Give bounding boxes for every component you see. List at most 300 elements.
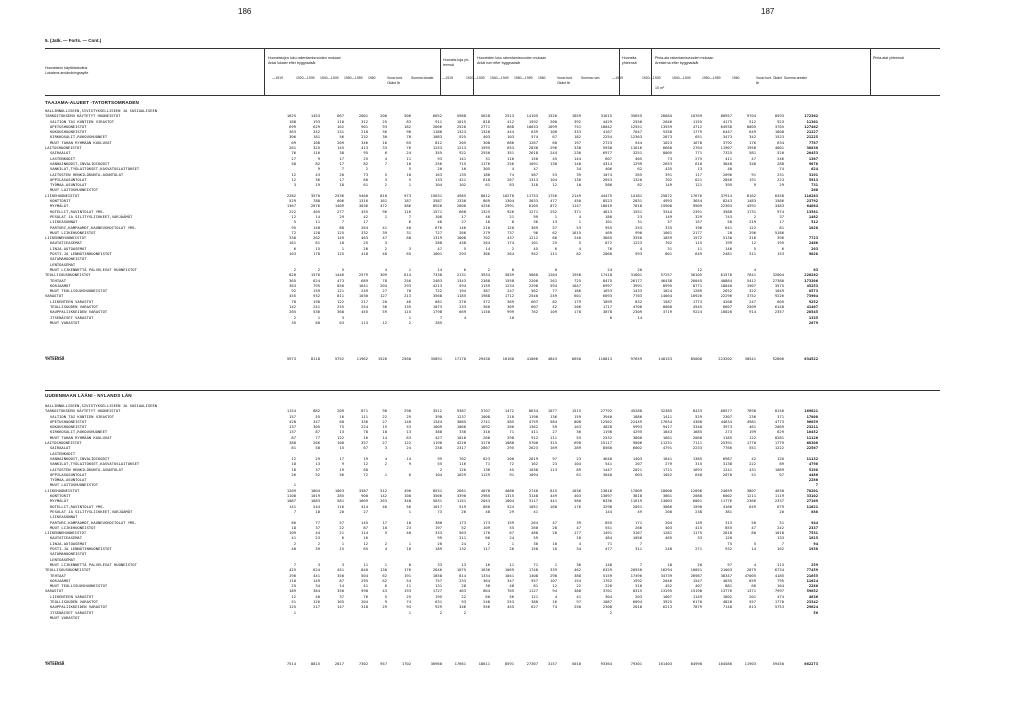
- table-cell: 1808: [774, 129, 784, 135]
- table-cell: 176: [483, 530, 490, 536]
- table-cell: 1491: [602, 530, 612, 536]
- table-cell: 16: [363, 434, 368, 440]
- table-cell: 100: [550, 129, 557, 135]
- table-cell: 122: [749, 224, 756, 230]
- table-cell: 2723: [602, 139, 612, 145]
- table-cell: 64930: [720, 123, 732, 129]
- table-cell: 1320: [632, 176, 642, 182]
- table-cell: 252: [550, 208, 557, 214]
- table-cell: 133: [777, 535, 784, 541]
- table-cell: 7787: [808, 139, 818, 145]
- table-cell: 33: [697, 535, 702, 541]
- table-cell: 11361: [806, 118, 818, 124]
- table-cell: 174: [507, 240, 514, 246]
- table-cell: 406: [605, 166, 612, 172]
- table-cell: 298: [550, 572, 557, 578]
- table-cell: 3: [317, 561, 320, 567]
- table-cell: 15: [315, 245, 320, 251]
- table-cell: 1721: [662, 466, 672, 472]
- table-cell: 12: [552, 583, 557, 589]
- table-cell: 173: [459, 519, 466, 525]
- row-label: SATAMAHUONEISTOT: [50, 551, 87, 557]
- table-cell: 200: [507, 455, 514, 461]
- table-cell: 1052: [662, 471, 672, 477]
- column-header: —1919: [442, 76, 453, 80]
- table-cell: 325: [313, 145, 320, 151]
- section-2-total-values: [272, 661, 818, 666]
- total-cell: 17170: [454, 356, 466, 361]
- table-cell: 115: [695, 240, 702, 246]
- table-cell: 195: [777, 240, 784, 246]
- table-cell: 14: [485, 245, 490, 251]
- table-cell: 266: [635, 524, 642, 530]
- total-cell: 7514: [286, 661, 296, 666]
- table-cell: 141: [459, 155, 466, 161]
- table-cell: 154: [574, 577, 581, 583]
- group1-sv: Antal lokaler efter byggnadsår: [268, 61, 316, 65]
- table-cell: 111: [361, 413, 368, 419]
- table-cell: 1886: [632, 413, 642, 419]
- table-cell: 27: [382, 418, 387, 424]
- table-cell: 4486: [808, 471, 818, 477]
- table-cell: 56: [339, 471, 344, 477]
- table-cell: 1367: [808, 155, 818, 161]
- table-cell: 5130: [722, 235, 732, 241]
- table-cell: 7: [408, 213, 411, 219]
- table-cell: 6148: [774, 303, 784, 309]
- table-cell: 145: [337, 145, 344, 151]
- table-cell: 3934: [480, 272, 490, 278]
- table-cell: 117: [483, 546, 490, 552]
- table-cell: 37: [315, 524, 320, 530]
- table-cell: 2740: [528, 487, 538, 493]
- table-cell: 722: [435, 288, 442, 294]
- table-cell: 104: [435, 471, 442, 477]
- table-cell: 27: [382, 440, 387, 446]
- table-cell: 1: [554, 561, 557, 567]
- table-cell: 9417: [662, 424, 672, 430]
- table-cell: 1: [293, 609, 296, 615]
- table-cell: 55: [576, 434, 581, 440]
- table-cell: 22: [576, 583, 581, 589]
- table-cell: 860: [483, 503, 490, 509]
- table-cell: 29: [339, 213, 344, 219]
- table-cell: 1770: [774, 598, 784, 604]
- table-cell: 150: [531, 155, 538, 161]
- table-cell: 5358: [662, 129, 672, 135]
- table-cell: 1523: [774, 134, 784, 140]
- table-cell: 248: [483, 598, 490, 604]
- total-cell: 7302: [358, 661, 368, 666]
- table-cell: 200: [550, 118, 557, 124]
- table-cell: 31615: [600, 113, 612, 119]
- table-cell: 686: [507, 139, 514, 145]
- table-cell: 67: [363, 445, 368, 451]
- table-cell: 2388: [480, 277, 490, 283]
- table-cell: 116: [313, 150, 320, 156]
- table-cell: 127462: [804, 123, 818, 129]
- table-cell: 51: [291, 598, 296, 604]
- table-cell: 2: [293, 314, 296, 320]
- table-cell: 1016: [456, 434, 466, 440]
- table-cell: 380: [435, 519, 442, 525]
- table-cell: 149: [313, 577, 320, 583]
- table-cell: 1592: [632, 577, 642, 583]
- table-cell: [296, 615, 320, 620]
- table-cell: 148: [313, 224, 320, 230]
- table-cell: 53: [576, 224, 581, 230]
- table-cell: 601: [574, 293, 581, 299]
- row-label: MUUT VARASTOT: [50, 319, 80, 325]
- table-cell: 2079: [808, 319, 818, 325]
- table-cell: 610: [695, 160, 702, 166]
- table-cell: 1051: [528, 503, 538, 509]
- table-cell: 2: [293, 266, 296, 272]
- table-cell: 1343: [456, 277, 466, 283]
- table-cell: 253: [507, 598, 514, 604]
- table-cell: 2254: [602, 134, 612, 140]
- table-cell: 52: [461, 524, 466, 530]
- table-cell: 1023: [662, 139, 672, 145]
- table-cell: 17676: [690, 192, 702, 198]
- table-cell: 1938: [808, 546, 818, 552]
- table-cell: 102: [459, 182, 466, 188]
- table-cell: 54: [406, 577, 411, 583]
- table-cell: 13: [406, 429, 411, 435]
- table-cell: 11616: [630, 145, 642, 151]
- table-cell: 1344: [432, 418, 442, 424]
- row-label-sv: Lokalens användningssyfte: [45, 71, 89, 75]
- table-cell: 649: [749, 503, 756, 509]
- table-cell: 2060: [602, 251, 612, 257]
- table-cell: 17: [339, 455, 344, 461]
- section-title-1: TAAJAMA-ALUEET -TATORTSOMRADEN: [45, 100, 139, 105]
- column-header: 1950—1959: [514, 76, 533, 80]
- table-cell: 203: [811, 245, 818, 251]
- table-cell: 15631: [430, 192, 442, 198]
- table-cell: 1008: [456, 235, 466, 241]
- table-cell: 1641: [662, 455, 672, 461]
- table-cell: 29: [315, 455, 320, 461]
- table-cell: 40: [406, 224, 411, 230]
- table-cell: 1: [384, 213, 387, 219]
- table-cell: 6997: [602, 282, 612, 288]
- table-cell: 51: [751, 471, 756, 477]
- table-cell: 77459: [806, 567, 818, 573]
- table-cell: 629: [313, 123, 320, 129]
- table-cell: 198: [313, 298, 320, 304]
- table-cell: 5: [384, 530, 387, 536]
- total-cell: 52806: [772, 356, 784, 361]
- table-cell: 21655: [806, 572, 818, 578]
- table-cell: 607: [531, 303, 538, 309]
- table-cell: 16: [485, 561, 490, 567]
- row-label: TEOLLISUUSHUONEISTOT: [45, 567, 91, 573]
- table-cell: 11907: [720, 145, 732, 151]
- table-cell: 3588: [722, 208, 732, 214]
- table-cell: 556: [483, 604, 490, 610]
- table-cell: 6: [293, 245, 296, 251]
- table-cell: 11624: [806, 577, 818, 583]
- total-cell: 27307: [526, 661, 538, 666]
- table-cell: [514, 615, 538, 620]
- table-cell: 265: [289, 309, 296, 315]
- table-cell: 5: [408, 166, 411, 172]
- table-cell: 624: [313, 277, 320, 283]
- table-cell: 74: [552, 604, 557, 610]
- table-cell: 3925: [662, 598, 672, 604]
- table-cell: 27: [552, 429, 557, 435]
- total-cell: 662273: [804, 661, 818, 666]
- table-cell: 6: [609, 314, 612, 320]
- table-cell: 104: [550, 176, 557, 182]
- table-cell: 13: [461, 561, 466, 567]
- table-cell: 144: [574, 155, 581, 161]
- table-cell: 87: [339, 577, 344, 583]
- table-cell: 425: [289, 567, 296, 573]
- table-cell: 1069: [504, 567, 514, 573]
- table-cell: 8315: [632, 588, 642, 594]
- table-cell: 3991: [632, 282, 642, 288]
- table-cell: 2509: [746, 303, 756, 309]
- table-cell: 298: [404, 408, 411, 414]
- table-cell: 1204: [547, 272, 557, 278]
- table-cell: 41: [576, 593, 581, 599]
- table-cell: 56: [339, 134, 344, 140]
- table-cell: 12: [291, 171, 296, 177]
- row-label: LINJA-AUTOASEMAT: [50, 245, 87, 251]
- table-cell: 130: [380, 567, 387, 573]
- table-cell: 20: [437, 166, 442, 172]
- table-cell: 40: [485, 213, 490, 219]
- table-cell: 59852: [806, 588, 818, 594]
- table-cell: 75: [727, 540, 732, 546]
- table-cell: 95: [363, 150, 368, 156]
- table-cell: 10270: [502, 192, 514, 198]
- table-cell: 61576: [720, 272, 732, 278]
- table-cell: 388: [574, 572, 581, 578]
- table-cell: 13003: [660, 498, 672, 504]
- table-cell: 1: [408, 540, 411, 546]
- row-label: KOKOUSHUONEISTOT: [50, 129, 87, 135]
- table-cell: 1762: [602, 577, 612, 583]
- table-cell: 10452: [806, 429, 818, 435]
- table-cell: 2879: [746, 567, 756, 573]
- column-header: 1920—1939: [466, 76, 485, 80]
- row-label: ITSENÄISET VARASTOT: [50, 609, 94, 615]
- table-cell: 24: [509, 535, 514, 541]
- table-cell: 61: [363, 182, 368, 188]
- table-cell: 1: [341, 540, 344, 546]
- table-cell: 1119: [774, 493, 784, 499]
- table-cell: 4213: [432, 282, 442, 288]
- total-cell: 8591: [504, 661, 514, 666]
- table-cell: 1779: [692, 129, 702, 135]
- table-cell: 2556: [480, 150, 490, 156]
- table-reference: 5. (Jatk. — Forts. — Cont.): [45, 38, 102, 43]
- table-cell: 236: [749, 413, 756, 419]
- table-cell: 3085: [456, 418, 466, 424]
- table-cell: 7723: [808, 235, 818, 241]
- table-cell: 7: [815, 482, 818, 488]
- table-cell: 1447: [602, 466, 612, 472]
- table-cell: 1558: [504, 277, 514, 283]
- table-cell: 1036: [571, 487, 581, 493]
- table-cell: 15: [339, 546, 344, 552]
- table-cell: 9: [317, 166, 320, 172]
- row-label: SAIRAALAT: [50, 150, 71, 156]
- total-cell: 6650: [571, 356, 581, 361]
- total-cell: 30541: [744, 356, 756, 361]
- table-cell: 187: [404, 198, 411, 204]
- table-cell: 264: [361, 224, 368, 230]
- table-cell: 176: [574, 503, 581, 509]
- table-cell: 8281: [774, 434, 784, 440]
- table-cell: 2653: [602, 176, 612, 182]
- table-cell: 97: [576, 598, 581, 604]
- table-cell: 59: [382, 309, 387, 315]
- group1-fi: Huoneistojen luku rakentamisvuoden mukaan: [268, 56, 341, 60]
- table-cell: 2018: [632, 604, 642, 610]
- table-cell: 8162: [746, 192, 756, 198]
- table-cell: [756, 615, 784, 620]
- row-label: TEHTAAT: [50, 277, 67, 283]
- row-label: LIIKENTEEN VARASTOT: [50, 593, 94, 599]
- table-cell: 411: [531, 429, 538, 435]
- table-cell: 60: [315, 319, 320, 325]
- column-header: 1950—1959: [702, 76, 721, 80]
- table-cell: 42: [552, 303, 557, 309]
- table-cell: 26: [291, 471, 296, 477]
- table-cell: 1770: [746, 440, 756, 446]
- table-cell: 4712: [692, 123, 702, 129]
- table-cell: 1061: [662, 229, 672, 235]
- table-cell: 5: [293, 219, 296, 225]
- table-cell: 6094: [632, 598, 642, 604]
- table-cell: 912: [531, 434, 538, 440]
- table-cell: 295: [361, 577, 368, 583]
- table-cell: 295: [507, 445, 514, 451]
- row-label: HOTELLIT,RAVINTOLAT YMS.: [50, 208, 105, 214]
- table-cell: 8336: [602, 498, 612, 504]
- row-label: KAUTATIEASEMAT: [50, 535, 83, 541]
- table-cell: 584: [550, 418, 557, 424]
- table-cell: [672, 615, 702, 620]
- table-cell: 8005: [746, 123, 756, 129]
- table-cell: 17: [339, 176, 344, 182]
- table-cell: 50: [813, 609, 818, 615]
- table-cell: 452: [665, 583, 672, 589]
- table-cell: 108: [404, 493, 411, 499]
- column-header: 1940—1949: [320, 76, 339, 80]
- table-cell: 900: [361, 493, 368, 499]
- row-label: LIIKENNEHUONEISTOT: [45, 235, 87, 241]
- table-cell: 13559: [660, 123, 672, 129]
- group5-fi: Pinta-ala rakentamisvuoden mukaan: [655, 56, 714, 60]
- column-header: Vuosi tunt. Okänt år: [557, 76, 573, 85]
- table-row: [272, 320, 818, 325]
- table-cell: 2298: [528, 282, 538, 288]
- table-cell: 196: [695, 224, 702, 230]
- row-label: LAITOSHUONEISTOT: [45, 145, 82, 151]
- table-cell: [514, 320, 538, 325]
- table-cell: 2: [753, 213, 756, 219]
- table-cell: 41: [363, 583, 368, 589]
- table-cell: 810: [380, 192, 387, 198]
- table-cell: 8560: [602, 445, 612, 451]
- total-cell: 3157: [547, 661, 557, 666]
- table-cell: 2177: [692, 229, 702, 235]
- table-cell: 1323: [456, 129, 466, 135]
- table-cell: 108: [435, 213, 442, 219]
- table-cell: 211: [459, 535, 466, 541]
- table-cell: 1515: [571, 408, 581, 414]
- table-cell: 529: [289, 198, 296, 204]
- table-cell: 7818: [632, 203, 642, 209]
- table-cell: 1150: [480, 309, 490, 315]
- table-cell: 4166: [722, 503, 732, 509]
- table-cell: 231: [777, 171, 784, 177]
- table-cell: 71: [607, 540, 612, 546]
- table-cell: 330: [459, 429, 466, 435]
- table-cell: 81: [533, 583, 538, 589]
- row-label: MYYMÄLÄT: [50, 498, 69, 504]
- table-cell: 18: [339, 240, 344, 246]
- table-cell: 2771: [480, 123, 490, 129]
- table-cell: 205: [459, 139, 466, 145]
- table-cell: 428: [289, 418, 296, 424]
- table-cell: 76: [291, 150, 296, 156]
- table-cell: 8771: [692, 282, 702, 288]
- table-cell: 77: [552, 288, 557, 294]
- table-cell: 1446: [334, 272, 344, 278]
- table-cell: 4368: [692, 418, 702, 424]
- table-cell: 66: [552, 235, 557, 241]
- table-cell: 1009: [432, 424, 442, 430]
- table-cell: 256: [435, 160, 442, 166]
- table-cell: 563: [459, 530, 466, 536]
- table-cell: 1147: [571, 203, 581, 209]
- table-cell: 47005: [744, 572, 756, 578]
- table-cell: 1367: [286, 203, 296, 209]
- table-cell: 12551: [630, 123, 642, 129]
- table-cell: 71: [485, 461, 490, 467]
- table-cell: 649: [695, 251, 702, 257]
- table-cell: 145: [361, 519, 368, 525]
- table-cell: 296: [550, 145, 557, 151]
- row-label: MUUT LIIKENNETTÄ PALVELEVAT HUONEISTOT: [50, 561, 137, 567]
- table-cell: 25: [552, 240, 557, 246]
- table-cell: [538, 615, 557, 620]
- group6-header: Pinta-alat yhteensä: [873, 56, 904, 60]
- table-cell: 21227: [806, 129, 818, 135]
- table-cell: 6: [554, 245, 557, 251]
- table-cell: 7890: [746, 408, 756, 414]
- table-cell: 2317: [456, 445, 466, 451]
- table-cell: 4706: [632, 303, 642, 309]
- table-cell: 8926: [432, 203, 442, 209]
- table-cell: 26045: [690, 277, 702, 283]
- table-cell: 4175: [722, 118, 732, 124]
- table-cell: 2200: [528, 277, 538, 283]
- table-cell: 36: [382, 129, 387, 135]
- table-cell: 20: [363, 245, 368, 251]
- table-cell: 4429: [602, 118, 612, 124]
- table-cell: 158: [531, 546, 538, 552]
- row-label: KAUTATIEASEMAT: [50, 240, 83, 246]
- table-cell: 5707: [480, 408, 490, 414]
- table-cell: 369: [507, 298, 514, 304]
